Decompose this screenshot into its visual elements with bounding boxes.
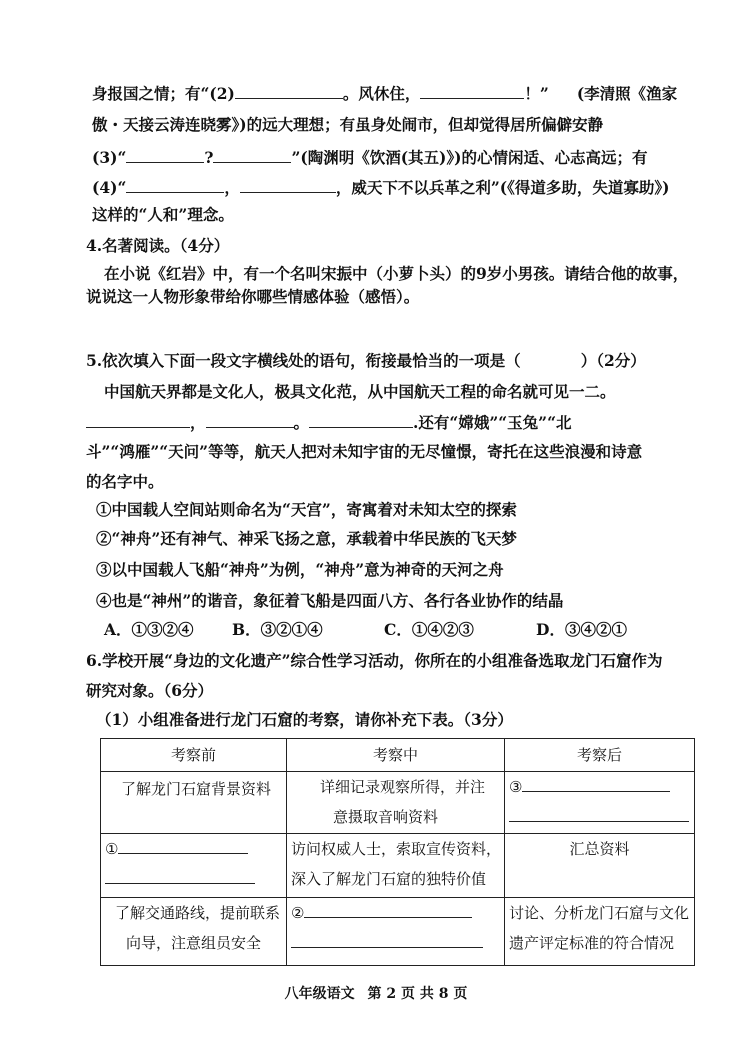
- cell-text: 了解龙门石窟背景资料: [121, 780, 272, 798]
- q3-l4-a: (4)“: [92, 178, 127, 197]
- q3-line-2: 傲・天接云涛连晓雾》)的远大理想；有虽身处闹市，但却觉得居所偏僻安静: [92, 115, 604, 134]
- fill-blank[interactable]: [291, 931, 483, 948]
- table-row: [101, 898, 695, 966]
- table-cell: [287, 772, 505, 834]
- q3-line-4: [92, 176, 669, 198]
- cell-text: 汇总资料: [569, 840, 630, 858]
- q3-l1-b: 。风休住，: [342, 84, 421, 103]
- cell-text: ②: [291, 904, 305, 922]
- cell-text: 讨论、分析龙门石窟与文化: [509, 904, 690, 922]
- q3-line-1: [92, 82, 677, 104]
- q4-body-1: 在小说《红岩》中，有一个名叫宋振中（小萝卜头）的9岁小男孩。请结合他的故事，: [104, 264, 689, 283]
- table-cell: [101, 772, 287, 834]
- table-header-row: [101, 739, 695, 772]
- inspection-table: [100, 738, 695, 966]
- table-cell: [505, 898, 695, 966]
- q5-option-a[interactable]: A．①③②④: [104, 620, 194, 639]
- table-cell: [101, 898, 287, 966]
- table-row: [101, 772, 695, 834]
- q3-line-5: 这样的“人和”理念。: [92, 205, 234, 224]
- q6-sub-question: （1）小组准备进行龙门石窟的考察，请你补充下表。（3分）: [96, 710, 513, 729]
- fill-blank[interactable]: [522, 775, 670, 792]
- cell-text: 向导，注意组员安全: [125, 934, 261, 952]
- q5-sep: ，: [190, 413, 206, 432]
- q5-option-b[interactable]: B．③②①④: [232, 620, 323, 639]
- cell-text: 了解交通路线，提前联系: [115, 904, 281, 922]
- q5-line-4: 的名字中。: [86, 472, 164, 491]
- table-cell: [287, 834, 505, 898]
- header-before: 考察前: [101, 739, 287, 772]
- q5-option-c[interactable]: C．①④②③: [384, 620, 474, 639]
- table-cell: [505, 834, 695, 898]
- fill-blank[interactable]: [126, 176, 224, 193]
- table-cell: [505, 772, 695, 834]
- cell-text: 访问权威人士，索取宣传资料，: [291, 840, 502, 858]
- q5-heading-text: 5.依次填入下面一段文字横线处的语句，衔接最恰当的一项是（: [86, 351, 521, 370]
- page-footer: [0, 983, 752, 1003]
- q3-l3-a: (3)“: [92, 148, 127, 167]
- q4-heading: 4.名著阅读。（4分）: [86, 236, 230, 255]
- q3-l1-c: ！”: [524, 84, 549, 103]
- fill-blank[interactable]: [206, 411, 294, 428]
- footer-page-number: 第 2 页 共 8 页: [367, 986, 468, 1002]
- table-cell: [101, 834, 287, 898]
- q3-l1-a: 身报国之情；有“(2): [92, 84, 235, 103]
- fill-blank[interactable]: [105, 867, 255, 884]
- fill-blank[interactable]: [509, 805, 689, 822]
- q3-l3-b: ?: [204, 148, 214, 167]
- q3-l4-b: ，: [224, 178, 240, 197]
- fill-blank[interactable]: [86, 411, 190, 428]
- table-cell: [287, 898, 505, 966]
- cell-text: 遗产评定标准的符合情况: [509, 934, 675, 952]
- fill-blank[interactable]: [304, 901, 472, 918]
- fill-blank[interactable]: [235, 82, 343, 99]
- q5-item-2: ②“神舟”还有神气、神采飞扬之意，承载着中华民族的飞天梦: [96, 529, 517, 548]
- q5-paragraph-1: 中国航天界都是文化人，极具文化范，从中国航天工程的命名就可见一二。: [104, 382, 616, 401]
- q5-option-d[interactable]: D．③④②①: [536, 620, 627, 639]
- footer-subject: 八年级语文: [284, 986, 355, 1002]
- q5-item-4: ④也是“神州”的谐音，象征着飞船是四面八方、各行各业协作的结晶: [96, 591, 564, 610]
- q3-l1-d: (李清照《渔家: [576, 84, 678, 103]
- q5-sep: 。: [293, 413, 310, 432]
- header-after: 考察后: [505, 739, 695, 772]
- cell-text: 意摄取音响资料: [332, 808, 438, 826]
- table-row: [101, 834, 695, 898]
- header-during: 考察中: [287, 739, 505, 772]
- cell-text: 深入了解龙门石窟的独特价值: [291, 870, 487, 888]
- q5-heading: [86, 351, 646, 371]
- q3-line-3: [92, 146, 647, 168]
- q6-heading-2: 研究对象。（6分）: [86, 681, 214, 700]
- q5-item-1: ①中国载人空间站则命名为“天宫”，寄寓着对未知太空的探索: [96, 500, 517, 519]
- q4-body-2: 说说这一人物形象带给你哪些情感体验（感悟）。: [86, 287, 420, 306]
- q5-l2-tail: .还有“嫦娥”“玉兔”“北: [413, 413, 572, 432]
- cell-text: 详细记录观察所得，并注: [319, 778, 485, 796]
- fill-blank[interactable]: [126, 146, 204, 163]
- fill-blank[interactable]: [118, 837, 248, 854]
- fill-blank[interactable]: [240, 176, 336, 193]
- q5-item-3: ③以中国载人飞船“神舟”为例，“神舟”意为神奇的天河之舟: [96, 560, 504, 579]
- q3-l4-c: ，威天下不以兵革之利”(《得道多助，失道寡助》): [335, 178, 670, 197]
- fill-blank[interactable]: [213, 146, 291, 163]
- cell-text: ①: [105, 840, 119, 858]
- cell-text: ③: [509, 778, 523, 796]
- fill-blank[interactable]: [420, 82, 524, 99]
- q6-heading-1: 6.学校开展“身边的文化遗产”综合性学习活动，你所在的小组准备选取龙门石窟作为: [86, 651, 663, 670]
- fill-blank[interactable]: [309, 411, 413, 428]
- q5-heading-tail: ）（2分）: [580, 351, 646, 370]
- q3-l3-c: ”(陶渊明《饮酒(其五)》)的心情闲适、心志高远；有: [291, 148, 648, 167]
- q5-line-2: [86, 411, 572, 433]
- q5-line-3: 斗”“鸿雁”“天问”等等，航天人把对未知宇宙的无尽憧憬，寄托在这些浪漫和诗意: [86, 442, 643, 461]
